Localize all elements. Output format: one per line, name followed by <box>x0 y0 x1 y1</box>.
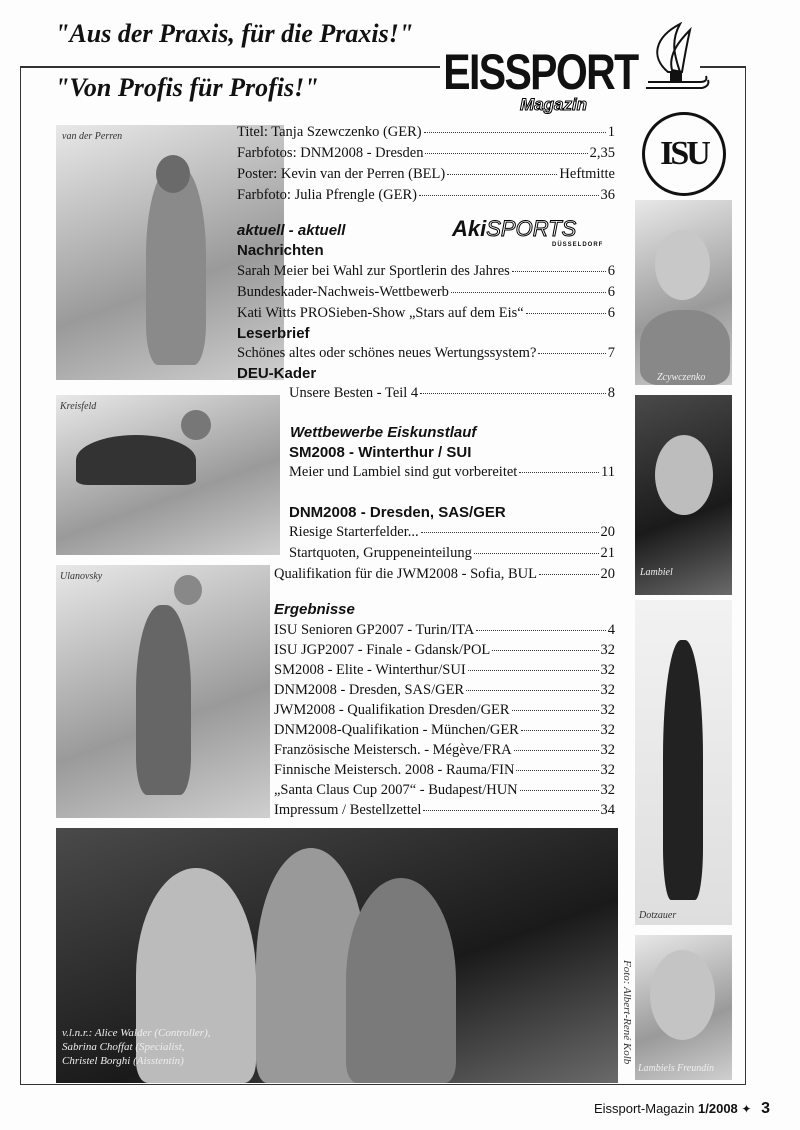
section-heading: Ergebnisse <box>274 601 355 618</box>
toc-entry[interactable] <box>237 284 615 301</box>
toc-entry[interactable] <box>274 566 615 583</box>
dot-leader <box>519 472 599 473</box>
toc-entry-page: 32 <box>600 782 615 798</box>
photo-dotzauer <box>635 600 732 925</box>
toc-entry-page: 2,35 <box>589 145 615 161</box>
toc-entry[interactable] <box>274 702 615 719</box>
toc-entry[interactable] <box>274 802 615 819</box>
dot-leader <box>419 195 598 196</box>
photo-caption: Lambiels Freundin <box>638 1063 715 1074</box>
toc-entry-page: 6 <box>607 263 615 279</box>
toc-entry-title: SM2008 - Elite - Winterthur/SUI <box>274 662 466 678</box>
section-heading: DNM2008 - Dresden, SAS/GER <box>289 504 506 521</box>
photo-caption: van der Perren <box>62 131 123 142</box>
toc-entry-title: ISU JGP2007 - Finale - Gdansk/POL <box>274 642 491 658</box>
toc-entry-page: 6 <box>607 284 615 300</box>
photo-lambiel <box>635 395 732 595</box>
toc-entry-title: „Santa Claus Cup 2007“ - Budapest/HUN <box>274 782 518 798</box>
toc-entry-page: 4 <box>607 622 615 638</box>
section-heading: DEU-Kader <box>237 365 317 382</box>
toc-entry-page: 32 <box>600 662 615 678</box>
photo-ulanovsky <box>56 565 270 818</box>
toc-entry-page: 20 <box>600 524 615 540</box>
toc-entry-title: Kati Witts PROSieben-Show „Stars auf dem Eis“ <box>237 305 524 321</box>
toc-entry-title: Schönes altes oder schönes neues Wertungssystem? <box>237 345 537 361</box>
toc-entry-page: 36 <box>600 187 615 203</box>
toc-entry-page: 7 <box>607 345 615 361</box>
toc-entry[interactable] <box>289 464 615 481</box>
dot-leader <box>520 790 599 791</box>
toc-entry[interactable] <box>237 145 615 162</box>
dot-leader <box>421 532 599 533</box>
toc-entry-title: DNM2008 - Dresden, SAS/GER <box>274 682 465 698</box>
toc-entry-page: 32 <box>600 642 615 658</box>
toc-entry[interactable] <box>274 722 615 739</box>
toc-entry-page: Heftmitte <box>559 166 615 182</box>
toc-entry-title: Riesige Starterfelder... <box>289 524 419 540</box>
toc-entry-page: 11 <box>601 464 615 480</box>
toc-entry-title: JWM2008 - Qualifikation Dresden/GER <box>274 702 510 718</box>
eissport-logo: EISSPORT <box>440 50 641 94</box>
dot-leader <box>424 132 606 133</box>
dot-leader <box>451 292 606 293</box>
section-heading: Wettbewerbe Eiskunstlauf <box>290 424 477 441</box>
toc-entry[interactable] <box>274 662 615 679</box>
toc-entry[interactable] <box>237 187 615 204</box>
toc-entry-title: Bundeskader-Nachweis-Wettbewerb <box>237 284 449 300</box>
photo-lambiels-freundin <box>635 935 732 1080</box>
photo-officials <box>56 828 618 1083</box>
toc-entry-title: Finnische Meistersch. 2008 - Rauma/FIN <box>274 762 515 778</box>
toc-entry[interactable] <box>289 385 615 402</box>
toc-entry[interactable] <box>237 305 615 322</box>
toc-entry-page: 32 <box>600 762 615 778</box>
winged-skate-icon <box>640 22 710 94</box>
section-heading: SM2008 - Winterthur / SUI <box>289 444 472 461</box>
toc-entry-title: Poster: Kevin van der Perren (BEL) <box>237 166 446 182</box>
dot-leader <box>512 710 599 711</box>
toc-entry-page: 1 <box>607 124 615 140</box>
toc-entry[interactable] <box>274 762 615 779</box>
isu-logo: ISU <box>642 112 726 196</box>
toc-entry[interactable] <box>274 622 615 639</box>
dot-leader <box>447 174 557 175</box>
photo-caption: Zcywczenko <box>657 372 706 383</box>
toc-entry-title: Meier und Lambiel sind gut vorbereitet <box>289 464 518 480</box>
toc-entry-page: 32 <box>600 722 615 738</box>
page-number: 3 <box>761 1100 770 1117</box>
toc-entry-title: DNM2008-Qualifikation - München/GER <box>274 722 519 738</box>
toc-entry[interactable] <box>289 524 615 541</box>
toc-entry-page: 32 <box>600 682 615 698</box>
footer-issue: 1/2008 <box>698 1101 738 1116</box>
toc-entry[interactable] <box>274 742 615 759</box>
photo-zcywczenko <box>635 200 732 385</box>
dot-leader <box>425 153 587 154</box>
dot-leader <box>492 650 598 651</box>
footer-magazine: Eissport-Magazin <box>593 1101 695 1116</box>
photo-caption: Kreisfeld <box>60 401 97 412</box>
photo-credit: Foto: Albert-René Kolb <box>621 960 633 1065</box>
toc-entry-page: 32 <box>600 742 615 758</box>
dot-leader <box>476 630 606 631</box>
toc-entry-page: 34 <box>600 802 615 818</box>
toc-entry[interactable] <box>274 642 615 659</box>
section-heading: Leserbrief <box>237 325 310 342</box>
toc-entry-title: ISU Senioren GP2007 - Turin/ITA <box>274 622 475 638</box>
toc-entry-title: Farbfotos: DNM2008 - Dresden <box>237 145 424 161</box>
toc-entry-title: Farbfoto: Julia Pfrengle (GER) <box>237 187 418 203</box>
toc-entry-page: 21 <box>600 545 615 561</box>
toc-entry[interactable] <box>274 782 615 799</box>
page-footer <box>594 1100 770 1118</box>
photo-caption: Ulanovsky <box>60 571 103 582</box>
dot-leader <box>466 690 598 691</box>
toc-entry[interactable] <box>289 545 615 562</box>
photo-kreisfeld <box>56 395 280 555</box>
slogan-second: "Von Profis für Profis!" <box>55 73 319 102</box>
dot-leader <box>474 553 599 554</box>
magazin-logo-text: Magazin <box>520 95 588 114</box>
toc-entry-title: Unsere Besten - Teil 4 <box>289 385 419 401</box>
toc-entry[interactable] <box>237 166 615 183</box>
dot-leader <box>420 393 606 394</box>
aki-sports-logo: AkiSPORTS DÜSSELDORF <box>452 216 604 248</box>
photo-caption: Lambiel <box>640 567 673 578</box>
toc-entry-title: Französische Meistersch. - Mégève/FRA <box>274 742 512 758</box>
toc-entry-title: Impressum / Bestellzettel <box>274 802 422 818</box>
dot-leader <box>521 730 599 731</box>
dot-leader <box>514 750 599 751</box>
dot-leader <box>512 271 606 272</box>
toc-entry-title: Startquoten, Gruppeneinteilung <box>289 545 472 561</box>
toc-entry-page: 32 <box>600 702 615 718</box>
toc-entry[interactable] <box>237 124 615 141</box>
dot-leader <box>526 313 606 314</box>
toc-entry[interactable] <box>237 263 615 280</box>
toc-entry-title: Qualifikation für die JWM2008 - Sofia, BUL <box>274 566 537 582</box>
toc-entry-title: Titel: Tanja Szewczenko (GER) <box>237 124 422 140</box>
section-heading: Nachrichten <box>237 242 324 259</box>
toc-entry[interactable] <box>237 345 615 362</box>
toc-entry-page: 6 <box>607 305 615 321</box>
section-heading: aktuell - aktuell <box>237 222 346 239</box>
dot-leader <box>539 574 599 575</box>
group-photo-caption: v.l.n.r.: Alice Walder (Controller), Sabrina Choffat (Specialist, Christel Borghi (Aisstentin) <box>62 1027 211 1067</box>
photo-caption: Dotzauer <box>639 910 677 921</box>
dot-leader <box>468 670 599 671</box>
toc-entry-page: 8 <box>607 385 615 401</box>
slogan-top: "Aus der Praxis, für die Praxis!" <box>55 19 414 48</box>
dot-leader <box>538 353 605 354</box>
dot-leader <box>423 810 598 811</box>
toc-entry-page: 20 <box>600 566 615 582</box>
skate-logo-icon: ✦ <box>741 1102 752 1116</box>
dot-leader <box>516 770 598 771</box>
toc-entry[interactable] <box>274 682 615 699</box>
toc-entry-title: Sarah Meier bei Wahl zur Sportlerin des Jahres <box>237 263 510 279</box>
